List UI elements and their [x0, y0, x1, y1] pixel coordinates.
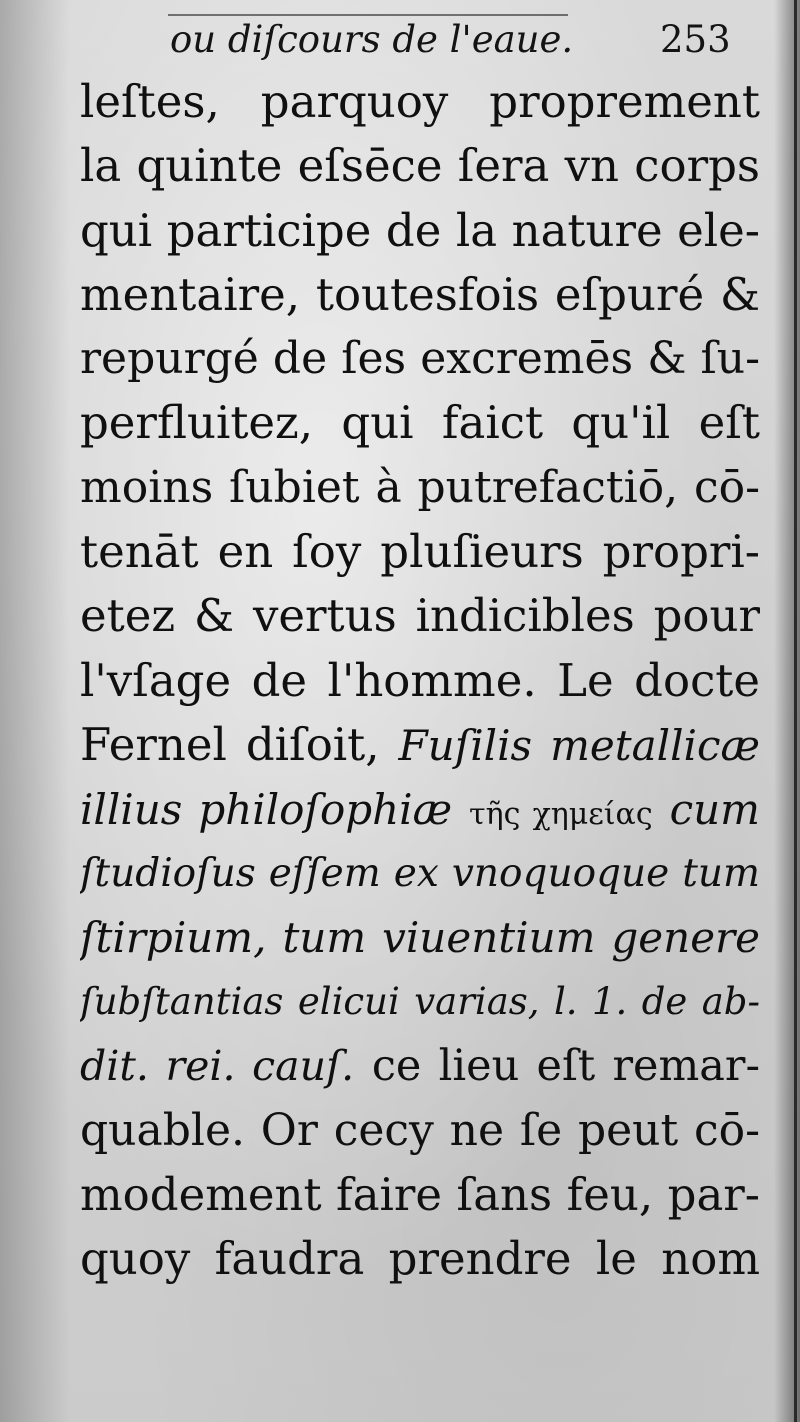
greek-phrase: τῆς χημείας — [469, 797, 653, 833]
text-line-1: leſtes, parquoy proprement — [80, 75, 760, 128]
page-number: 253 — [660, 18, 731, 61]
text-line-7: moins ſubiet à putrefactiō, cō- — [80, 461, 760, 513]
quotation-start: Fuſilis metallicæ — [398, 720, 760, 770]
text-line-4: mentaire, toutesfois eſpuré & — [80, 267, 760, 321]
text-line-12 — [80, 777, 760, 841]
text-line-19: quoy faudra prendre le nom — [80, 1232, 760, 1286]
gutter-shadow — [0, 0, 70, 1422]
text-line-18: modement faire ſans feu, par- — [80, 1168, 760, 1222]
running-head: ou diſcours de l'eaue. — [170, 18, 574, 61]
quotation-part-b: cum — [669, 785, 760, 835]
text-line-10: l'vſage de l'homme. Le docte — [80, 653, 760, 707]
text-line-17: quable. Or cecy ne ſe peut cō- — [80, 1104, 760, 1156]
text-line-2: la quinte eſsēce ſera vn corps — [80, 139, 760, 193]
text-line-16-roman: ce lieu eſt remar- — [371, 1041, 760, 1092]
text-line-6: perfluitez, qui faict qu'il eſt — [80, 396, 760, 450]
quotation-part-a: illius philoſophiæ — [80, 785, 453, 835]
text-line-16 — [80, 1034, 760, 1098]
text-line-11 — [80, 713, 760, 777]
text-line-14: ſtirpium, tum viuentium genere — [80, 912, 760, 962]
citation: dit. rei. cauſ. — [80, 1042, 355, 1091]
text-line-13: ſtudioſus eſſem ex vnoquoque tum — [80, 850, 760, 896]
text-line-3: qui participe de la nature ele- — [80, 203, 760, 257]
body-text — [80, 70, 760, 1292]
text-line-8: tenāt en ſoy pluſieurs propri- — [80, 525, 760, 579]
page-edge — [794, 0, 797, 1422]
text-line-5: repurgé de ſes excremēs & ſu- — [80, 333, 760, 385]
text-line-11-roman: Fernel diſoit, — [80, 717, 380, 771]
text-line-15: ſubſtantias elicui varias, l. 1. de ab- — [80, 980, 760, 1024]
text-line-9: etez & vertus indicibles pour — [80, 589, 760, 643]
